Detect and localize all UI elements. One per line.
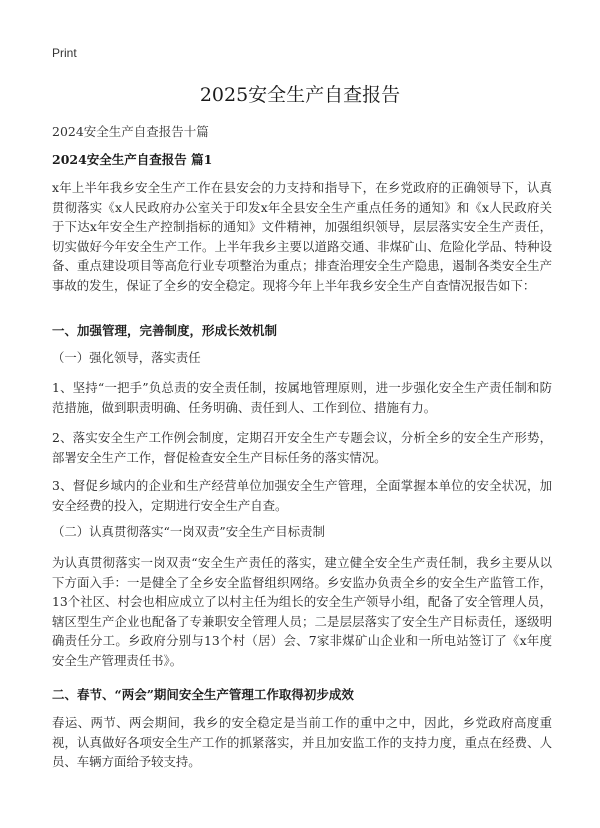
print-label[interactable]: Print (52, 46, 77, 60)
section-1-heading: 一、加强管理，完善制度，形成长效机制 (52, 323, 278, 338)
page-title: 2025安全生产自查报告 (199, 84, 401, 106)
document-subtitle: 2024安全生产自查报告十篇 (52, 124, 209, 139)
intro-paragraph: x年上半年我乡安全生产工作在县安会的力支持和指导下，在乡党政府的正确领导下，认真贯彻落实《x人民政府办公室关于印发x年全县安全生产重点任务的通知》和《x人民政府关于下达x年安全生产控制指标的通知》文件精神，加强组织领导，层层落实安全生产责任，切实做好今年安全生产工作。上半年我乡主要以道路交通、非煤矿山、危险化学品、特种设备、重点建设项目等高危行业专项整治为重点；排查治理安全生产隐患，遏制各类安全生产事故的发生，保证了全乡的安全稳定。现将今年上半年我乡安全生产自查情况报告如下： (52, 180, 552, 293)
section-1-sub-1-heading: （一）强化领导，落实责任 (52, 350, 201, 365)
article-heading: 2024安全生产自查报告 篇1 (52, 152, 213, 167)
section-1-item-2: 2、落实安全生产工作例会制度，定期召开安全生产专题会议，分析全乡的安全生产形势，部署安全生产工作，督促检查安全生产目标任务的落实情况。 (52, 430, 552, 465)
section-1-item-1: 1、坚持“一把手”负总责的安全责任制，按属地管理原则，进一步强化安全生产责任制和防范措施，做到职责明确、任务明确、责任到人、工作到位、措施有力。 (52, 380, 552, 415)
section-1-sub-2-body: 为认真贯彻落实一岗双责“安全生产责任的落实，建立健全安全生产责任制，我乡主要从以下方面入手：一是健全了全乡安全监督组织网络。乡安监办负责全乡的安全生产监管工作，13个社区、村会也相应成立了以村主任为组长的安全生产领导小组，配备了安全管理人员，辖区型生产企业也配备了专兼职安全管理人员；二是层层落实了安全生产目标责任，逐级明确责任分工。乡政府分别与13个村（居）会、7家非煤矿山企业和一所电站签订了《x年度安全生产管理责任书》。 (52, 555, 552, 668)
section-1-item-3: 3、督促乡域内的企业和生产经营单位加强安全生产管理，全面掌握本单位的安全状况，加安全经费的投入，定期进行安全生产自查。 (52, 478, 552, 513)
section-2-body: 春运、两节、两会期间，我乡的安全稳定是当前工作的重中之中，因此，乡党政府高度重视，认真做好各项安全生产工作的抓紧落实，并且加安监工作的支持力度，重点在经费、人员、车辆方面给予较支持。 (52, 715, 552, 769)
section-2-heading: 二、春节、“两会”期间安全生产管理工作取得初步成效 (52, 687, 354, 702)
section-1-sub-2-heading: （二）认真贯彻落实“一岗双责”安全生产目标责制 (52, 524, 325, 539)
